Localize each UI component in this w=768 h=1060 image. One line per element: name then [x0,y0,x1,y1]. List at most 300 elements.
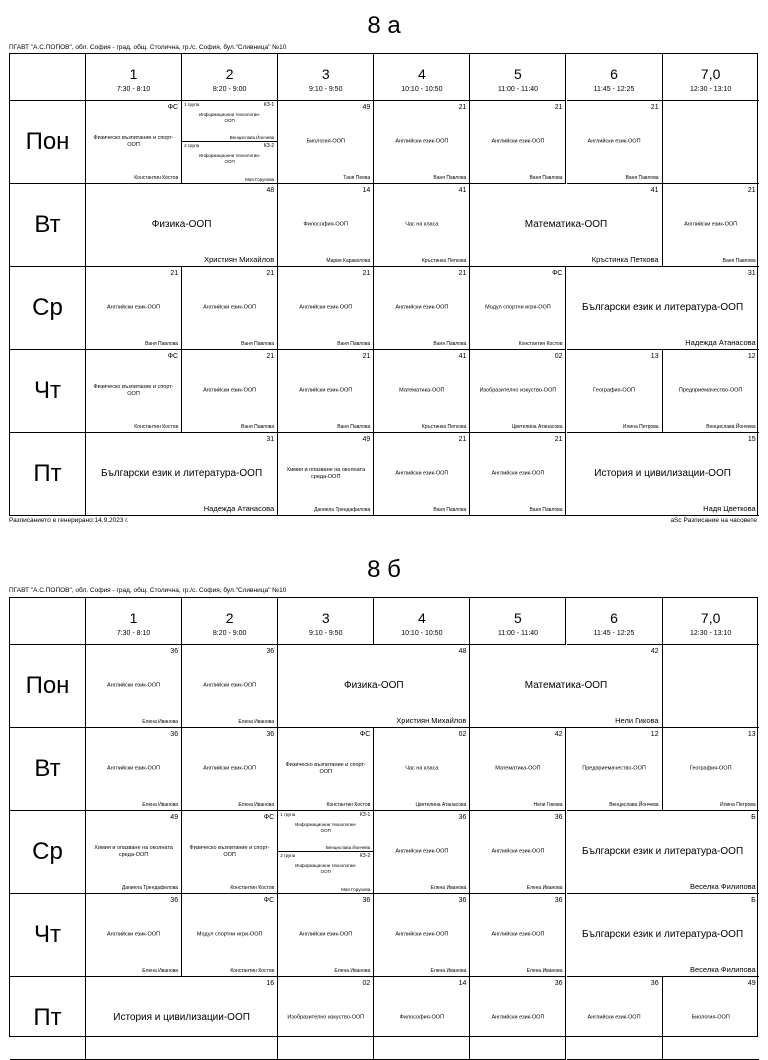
subject-name: Физическо възпитание и спорт-ООП [189,845,270,858]
teacher-name: Християн Михайлов [396,716,467,725]
room-number: 49 [362,436,371,443]
room-number: Б [751,814,756,821]
room-number: 21 [170,270,179,277]
subject-name: География-ООП [689,765,732,772]
lesson-cell [567,728,663,811]
room-number: 41 [458,353,467,360]
lesson-cell [567,811,759,894]
subject-name: История и цивилизации-ООП [594,468,731,479]
period-time: 11:45 - 12:25 [593,630,635,637]
room-number: 21 [266,270,275,277]
subject-name: Английски език-ООП [491,1014,545,1021]
period-number: 3 [321,610,330,626]
period-time: 7:30 - 8:10 [116,86,151,93]
period-time: 11:45 - 12:25 [593,86,635,93]
room-number: 48 [266,187,275,194]
room-number: 12 [650,731,659,738]
teacher-name: Елена Иванова [430,968,467,974]
period-time: 9:10 - 9:50 [309,86,343,93]
teacher-name: Нели Гикова [615,716,659,725]
lesson-cell [278,894,374,977]
subject-name: Модул спортни игри-ООП [485,304,551,311]
room-number: 36 [554,814,563,821]
teacher-name: Ваня Павлова [625,175,659,181]
subject-name: Физика-ООП [151,219,212,230]
room-number: 41 [650,187,659,194]
teacher-name: Кръстинка Петкова [591,255,659,264]
period-header [86,598,182,645]
room-number: 36 [554,897,563,904]
lesson-cell [86,977,278,1060]
subject-name: Английски език-ООП [587,138,641,145]
period-header [470,598,566,645]
period-number: 6 [610,66,618,82]
subject-name: Информационни технологии-ООП [199,112,261,123]
lesson-cell [278,267,374,350]
room-number: ФС [167,104,179,111]
room-number: 13 [650,353,659,360]
lesson-cell [374,350,470,433]
subject-name: Химия и опазване на околната среда-ООП [286,467,366,480]
subject-name: Английски език-ООП [395,304,449,311]
period-header [567,54,663,101]
lesson-cell [567,267,759,350]
room-number: ФС [263,814,275,821]
lesson-cell [86,267,182,350]
room-number: 02 [362,980,371,987]
subject-name: Физическо възпитание и спорт-ООП [93,384,174,397]
subject-name: Изобразително изкуство-ООП [287,1014,365,1021]
lesson-cell [278,184,374,267]
room-number: 49 [362,104,371,111]
subject-name: Български език и литература-ООП [101,468,263,479]
subject-name: География-ООП [593,387,635,394]
day-label [10,811,86,894]
period-header [663,598,759,645]
lesson-cell [278,811,374,894]
period-number: 4 [417,66,426,82]
period-time: 12:30 - 13:10 [690,630,732,637]
day-name: Ср [32,294,63,321]
teacher-name: Ваня Павлова [241,341,275,347]
lesson-cell [278,101,374,184]
lesson-cell [663,350,759,433]
subject-name: Български език и литература-ООП [582,846,744,857]
school-header: ПГАВТ "А.С.ПОПОВ", обл. София - град, общ. Столична, гр./с. София, бул."Сливница" №10 [9,44,287,51]
room-number: 14 [362,187,371,194]
room-number: 13 [747,731,756,738]
subject-name: Английски език-ООП [107,682,161,689]
teacher-name: Константин Костов [518,341,563,347]
lesson-cell [86,645,182,728]
subject-name: Английски език-ООП [107,765,161,772]
teacher-name: Венцислава Йончева [706,424,756,430]
lesson-cell [567,433,759,516]
lesson-cell [663,184,759,267]
room-number: 14 [458,980,467,987]
day-label [10,645,86,728]
teacher-name: Нели Гикова [533,802,563,808]
period-time: 11:00 - 11:40 [497,630,539,637]
subject-name: Английски език-ООП [395,138,449,145]
lesson-cell [470,894,566,977]
lesson-cell [278,728,374,811]
corner-cell [10,598,86,645]
period-header [470,54,566,101]
teacher-name: Венцислава Йончева [325,845,371,850]
period-header [182,54,278,101]
lesson-cell [663,645,759,728]
period-time: 7:30 - 8:10 [116,630,151,637]
teacher-name: Кръстинка Петкова [421,424,467,430]
teacher-name: Елена Иванова [142,719,179,725]
teacher-name: Венцислава Йончева [609,802,659,808]
teacher-name: Цветелина Атанасова [415,802,467,808]
teacher-name: Константин Костов [230,885,275,891]
room-number: 42 [554,731,563,738]
group-block [182,101,277,142]
subject-name: Английски език-ООП [587,1014,641,1021]
lesson-cell [86,728,182,811]
lesson-cell [86,184,278,267]
subject-name: Английски език-ООП [395,470,449,477]
room-number: ФС [359,731,371,738]
room-number: 02 [554,353,563,360]
period-number: 5 [514,66,522,82]
period-number: 2 [225,610,234,626]
room-number: КЗ-2 [263,143,275,149]
room-number: 49 [747,980,756,987]
day-name: Чт [34,921,61,948]
teacher-name: Ваня Павлова [433,507,467,513]
teacher-name: Константин Костов [134,175,179,181]
room-number: 49 [170,814,179,821]
teacher-name: Илина Петрова [720,802,756,808]
period-number: 1 [129,66,138,82]
room-number: 36 [650,980,659,987]
day-name: Пт [33,460,62,487]
subject-name: История и цивилизации-ООП [113,1012,250,1023]
day-name: Пон [25,672,70,699]
teacher-name: Елена Иванова [526,885,563,891]
lesson-cell [470,728,566,811]
subject-name: Английски език-ООП [299,304,353,311]
lesson-cell [182,894,278,977]
subject-name: Информационни технологии-ООП [295,822,357,833]
subject-name: Модул спортни игри-ООП [196,931,263,938]
timetable-title: 8 б [367,556,401,583]
group-label: 1 група [280,812,296,817]
room-number: 12 [747,353,756,360]
lesson-cell [86,811,182,894]
subject-name: Английски език-ООП [491,848,545,855]
period-time: 8:20 - 9:00 [212,630,247,637]
lesson-cell [182,645,278,728]
period-time: 9:10 - 9:50 [309,630,343,637]
lesson-cell [663,101,759,184]
teacher-name: Веселка Филипова [690,882,756,891]
lesson-cell [86,433,278,516]
teacher-name: Елена Иванова [238,802,275,808]
group-block [278,852,373,893]
group-label: 1 група [184,102,200,107]
subject-name: Английски език-ООП [491,138,545,145]
period-number: 7,0 [700,66,721,82]
room-number: КЗ-2 [359,853,371,859]
subject-name: Физическо възпитание и спорт-ООП [285,762,366,775]
lesson-cell [470,267,566,350]
day-name: Ср [32,838,63,865]
lesson-cell [86,350,182,433]
period-time: 12:30 - 13:10 [690,86,732,93]
lesson-cell [278,645,470,728]
subject-name: Информационни технологии-ООП [199,153,261,164]
teacher-name: Елена Иванова [334,968,371,974]
teacher-name: Ваня Павлова [529,175,563,181]
period-number: 4 [417,610,426,626]
room-number: 36 [458,814,467,821]
subject-name: Биология-ООП [691,1014,730,1021]
lesson-cell [470,645,662,728]
lesson-cell [374,811,470,894]
school-header: ПГАВТ "А.С.ПОПОВ", обл. София - град, общ. Столична, гр./с. София, бул."Сливница" №10 [9,587,287,594]
teacher-name: Мая Горунова [341,887,371,892]
room-number: 36 [170,648,179,655]
teacher-name: Ваня Павлова [433,175,467,181]
lesson-cell [182,350,278,433]
group-block [182,142,277,183]
teacher-name: Константин Костов [230,968,275,974]
subject-name: Математика-ООП [399,387,445,394]
corner-cell [10,54,86,101]
period-header [278,54,374,101]
teacher-name: Ваня Павлова [722,258,756,264]
period-header [663,54,759,101]
subject-name: Английски език-ООП [491,931,545,938]
lesson-cell [470,433,566,516]
lesson-cell [182,267,278,350]
day-label [10,977,86,1060]
room-number: 42 [650,648,659,655]
timetable-title: 8 а [367,12,401,39]
room-number: 48 [458,648,467,655]
subject-name: Предприемачество-ООП [582,765,646,772]
subject-name: Български език и литература-ООП [582,929,744,940]
lesson-cell [567,101,663,184]
subject-name: Английски език-ООП [203,682,257,689]
room-number: 21 [554,436,563,443]
room-number: 21 [362,270,371,277]
room-number: 02 [458,731,467,738]
teacher-name: Елена Иванова [430,885,467,891]
period-header [182,598,278,645]
teacher-name: Константин Костов [326,802,371,808]
room-number: 21 [458,270,467,277]
room-number: КЗ-1 [359,812,371,818]
period-time: 8:20 - 9:00 [212,86,247,93]
subject-name: Философия-ООП [303,221,348,228]
day-label [10,350,86,433]
lesson-cell [374,101,470,184]
room-number: КЗ-1 [263,102,275,108]
subject-name: Английски език-ООП [203,387,257,394]
period-time: 10:10 - 10:50 [401,630,443,637]
subject-name: Английски език-ООП [395,931,449,938]
teacher-name: Ваня Павлова [145,341,179,347]
room-number: 41 [458,187,467,194]
teacher-name: Таня Пеева [343,175,371,181]
subject-name: Английски език-ООП [299,931,353,938]
lesson-cell [567,977,663,1060]
day-label [10,433,86,516]
room-number: ФС [263,897,275,904]
room-number: 21 [747,187,756,194]
period-header [374,54,470,101]
app-credit: aSc Разписание на часовете [670,517,757,524]
day-name: Вт [34,755,61,782]
teacher-name: Венцислава Йончева [229,135,275,140]
subject-name: Час на класа [405,765,439,772]
subject-name: Английски език-ООП [395,848,449,855]
lesson-cell [470,184,662,267]
teacher-name: Елена Иванова [142,802,179,808]
lesson-cell [182,728,278,811]
teacher-name: Мария Каракелова [326,258,371,264]
lesson-cell [663,977,759,1060]
period-header [86,54,182,101]
timetable-grid [9,53,758,516]
subject-name: Математика-ООП [524,680,608,691]
lesson-cell [470,350,566,433]
subject-name: Математика-ООП [495,765,541,772]
room-number: 36 [170,731,179,738]
day-name: Вт [34,211,61,238]
lesson-cell [374,728,470,811]
room-number: 36 [362,897,371,904]
day-name: Чт [34,377,61,404]
teacher-name: Мая Горунова [245,177,275,182]
room-number: 36 [458,897,467,904]
generated-note: Разписанието е генерирано:14.9.2023 г. [9,517,129,524]
room-number: 36 [554,980,563,987]
teacher-name: Даниела Трендафилова [314,507,371,513]
timetable-grid [9,597,758,1037]
period-time: 11:00 - 11:40 [497,86,539,93]
period-number: 6 [610,610,618,626]
room-number: 15 [747,436,756,443]
teacher-name: Надежда Атанасова [203,504,275,513]
lesson-cell [374,267,470,350]
group-label: 2 група [184,143,200,148]
lesson-cell [374,184,470,267]
day-name: Пон [25,128,70,155]
teacher-name: Кръстинка Петкова [421,258,467,264]
teacher-name: Надежда Атанасова [685,338,756,347]
period-header [567,598,663,645]
room-number: 31 [747,270,756,277]
lesson-cell [470,977,566,1060]
teacher-name: Ваня Павлова [241,424,275,430]
lesson-cell [567,894,759,977]
lesson-cell [374,894,470,977]
period-number: 2 [225,66,234,82]
teacher-name: Ваня Павлова [337,341,371,347]
teacher-name: Цветелина Атанасова [511,424,563,430]
room-number: 36 [170,897,179,904]
lesson-cell [86,894,182,977]
lesson-cell [278,350,374,433]
lesson-cell [86,101,182,184]
subject-name: Английски език-ООП [299,387,353,394]
room-number: Б [751,897,756,904]
room-number: ФС [552,270,563,277]
group-label: 2 група [280,853,296,858]
day-label [10,728,86,811]
subject-name: Математика-ООП [524,219,608,230]
lesson-cell [470,101,566,184]
teacher-name: Веселка Филипова [690,965,756,974]
subject-name: Английски език-ООП [203,765,257,772]
teacher-name: Даниела Трендафилова [121,885,179,891]
teacher-name: Елена Иванова [526,968,563,974]
subject-name: Биология-ООП [306,138,345,145]
room-number: ФС [167,353,179,360]
teacher-name: Християн Михайлов [204,255,275,264]
subject-name: Английски език-ООП [107,304,161,311]
room-number: 21 [458,436,467,443]
teacher-name: Ваня Павлова [529,507,563,513]
subject-name: Химия и опазване на околната среда-ООП [94,845,173,858]
subject-name: Информационни технологии-ООП [295,863,357,874]
teacher-name: Ваня Павлова [337,424,371,430]
teacher-name: Ваня Павлова [433,341,467,347]
teacher-name: Елена Иванова [238,719,275,725]
day-label [10,101,86,184]
subject-name: Изобразително изкуство-ООП [479,387,557,394]
period-number: 5 [514,610,522,626]
subject-name: Физическо възпитание и спорт-ООП [93,135,174,148]
lesson-cell [182,811,278,894]
room-number: 21 [650,104,659,111]
subject-name: Философия-ООП [399,1014,445,1021]
period-header [374,598,470,645]
period-number: 7,0 [700,610,721,626]
room-number: 31 [266,436,275,443]
lesson-cell [374,433,470,516]
room-number: 36 [266,648,275,655]
teacher-name: Елена Иванова [142,968,179,974]
group-block [278,811,373,852]
period-header [278,598,374,645]
subject-name: Английски език-ООП [107,931,161,938]
subject-name: Английски език-ООП [203,304,257,311]
subject-name: Английски език-ООП [684,221,738,228]
lesson-cell [567,350,663,433]
subject-name: Час на класа [405,221,439,228]
room-number: 21 [554,104,563,111]
lesson-cell [278,977,374,1060]
subject-name: Английски език-ООП [491,470,545,477]
subject-name: Физика-ООП [343,680,404,691]
subject-name: Български език и литература-ООП [582,302,744,313]
subject-name: Предприемачество-ООП [678,387,743,394]
teacher-name: Константин Костов [134,424,179,430]
period-time: 10:10 - 10:50 [401,86,443,93]
period-number: 3 [321,66,330,82]
day-label [10,184,86,267]
room-number: 21 [266,353,275,360]
room-number: 21 [458,104,467,111]
